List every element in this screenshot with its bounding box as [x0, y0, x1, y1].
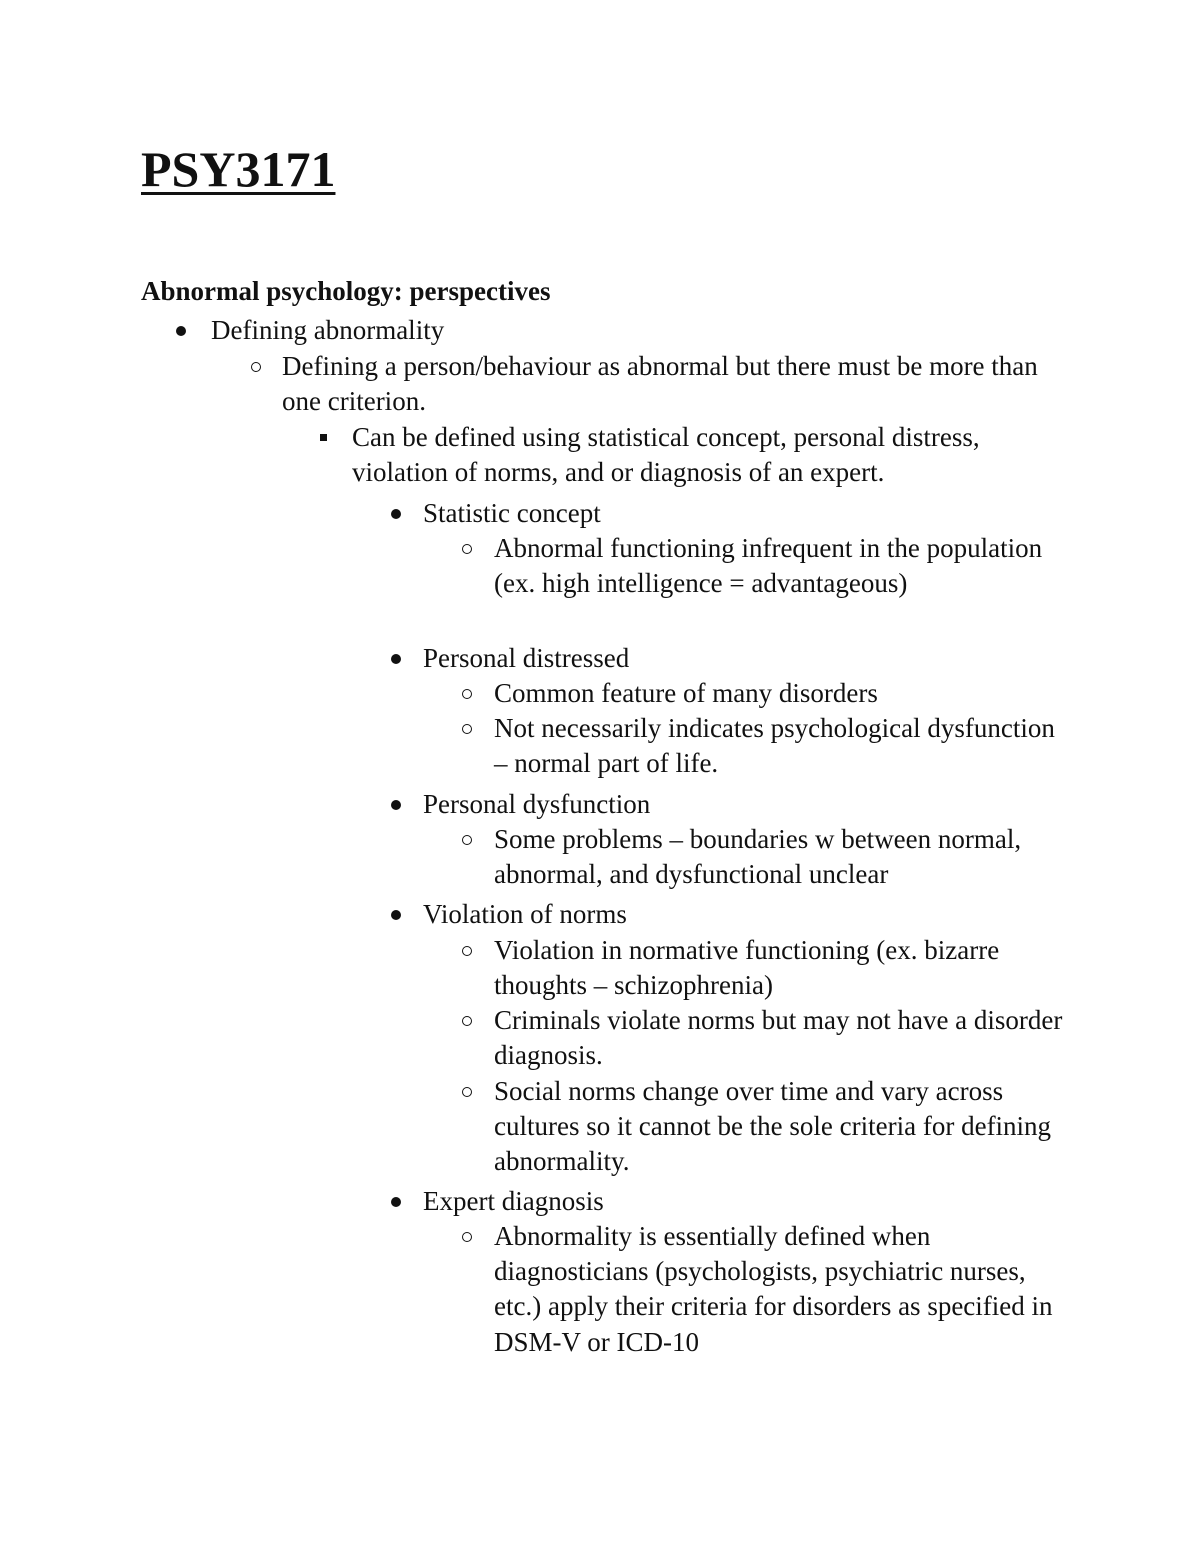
filled-bullet-icon — [391, 1197, 401, 1207]
outline-item-level-2: Defining a person/behaviour as abnormal but there must be more than one criterion. — [282, 351, 1038, 417]
outline-item-level-4: Violation of norms — [423, 899, 627, 929]
outline-item-level-4: Expert diagnosis — [423, 1186, 604, 1216]
hollow-circle-bullet-icon — [462, 946, 472, 956]
outline-item-level-5: Abnormal functioning infrequent in the population (ex. high intelligence = advantageous) — [494, 533, 1043, 599]
outline-item-level-5: Common feature of many disorders — [494, 678, 878, 708]
outline-item-level-5: Violation in normative functioning (ex. bizarre thoughts – schizophrenia) — [494, 935, 1000, 1001]
filled-bullet-icon — [391, 800, 401, 810]
outline-item-level-3: Can be defined using statistical concept, personal distress, violation of norms, and or diagnosis of an expert. — [352, 422, 980, 488]
filled-bullet-icon — [391, 509, 401, 519]
outline-item-level-4: Personal distressed — [423, 643, 630, 673]
hollow-circle-bullet-icon — [462, 1016, 472, 1026]
hollow-circle-bullet-icon — [462, 724, 472, 734]
hollow-circle-bullet-icon — [462, 689, 472, 699]
filled-bullet-icon — [391, 910, 401, 920]
outline-item-level-4: Statistic concept — [423, 498, 601, 528]
outline-item-level-5: Social norms change over time and vary across cultures so it cannot be the sole criteria for defining abnormality. — [494, 1076, 1052, 1177]
outline-item-level-5: Criminals violate norms but may not have a disorder diagnosis. — [494, 1005, 1063, 1071]
outline-item-level-5: Not necessarily indicates psychological dysfunction – normal part of life. — [494, 713, 1055, 779]
outline-item-level-5: Abnormality is essentially defined when diagnosticians (psychologists, psychiatric nurses, etc.) apply their criteria for disorders as specified in DSM-V or ICD-10 — [494, 1221, 1053, 1357]
outline-item-level-1: Defining abnormality — [211, 315, 445, 345]
document-title: PSY3171 — [141, 141, 336, 197]
hollow-circle-bullet-icon — [251, 362, 261, 372]
filled-bullet-icon — [176, 326, 186, 336]
hollow-circle-bullet-icon — [462, 835, 472, 845]
filled-bullet-icon — [391, 654, 401, 664]
outline-item-level-4: Personal dysfunction — [423, 789, 651, 819]
hollow-circle-bullet-icon — [462, 544, 472, 554]
hollow-circle-bullet-icon — [462, 1087, 472, 1097]
hollow-circle-bullet-icon — [462, 1232, 472, 1242]
section-heading: Abnormal psychology: perspectives — [141, 276, 551, 306]
outline-item-level-5: Some problems – boundaries w between normal, abnormal, and dysfunctional unclear — [494, 824, 1022, 890]
square-bullet-icon — [320, 434, 327, 441]
